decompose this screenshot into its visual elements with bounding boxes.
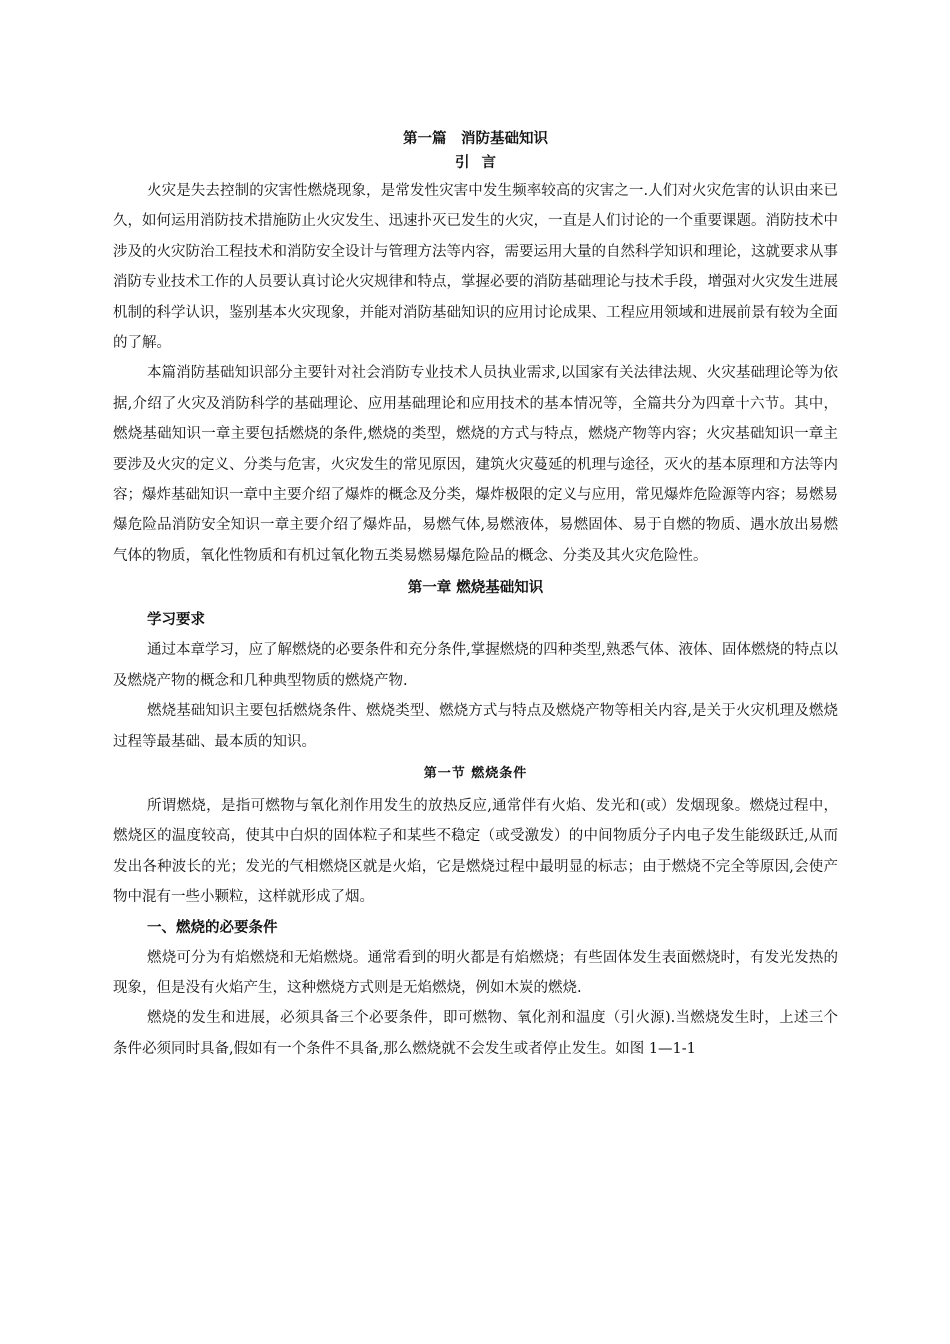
learning-paragraph-1: 通过本章学习，应了解燃烧的必要条件和充分条件,掌握燃烧的四种类型,熟悉气体、液体、固体燃烧的特点以及燃烧产物的概念和几种典型物质的燃烧产物. xyxy=(113,642,838,689)
chapter-title: 第一章 燃烧基础知识 xyxy=(407,579,544,597)
document-page xyxy=(113,128,838,1064)
intro-heading: 引言 xyxy=(455,155,508,171)
learning-heading: 学习要求 xyxy=(147,612,205,629)
subsection-title: 一、燃烧的必要条件 xyxy=(147,919,278,936)
section-title: 第一节 燃烧条件 xyxy=(423,765,528,781)
subsection-paragraph-1: 燃烧可分为有焰燃烧和无焰燃烧。通常看到的明火都是有焰燃烧；有些固体发生表面燃烧时，有发光发热的现象，但是没有火焰产生，这种燃烧方式则是无焰燃烧，例如木炭的燃烧. xyxy=(113,949,838,996)
part-title: 第一篇 消防基础知识 xyxy=(403,131,548,147)
intro-paragraph-2: 本篇消防基础知识部分主要针对社会消防专业技术人员执业需求,以国家有关法律法规、火灾基础理论等为依据,介绍了火灾及消防科学的基础理论、应用基础理论和应用技术的基本情况等，全篇共分为四章十六节。其中，燃烧基础知识一章主要包括燃烧的条件,燃烧的类型，燃烧的方式与特点，燃烧产物等内容；火灾基础知识一章主要涉及火灾的定义、分类与危害，火灾发生的常见原因，建筑火灾蔓延的机理与途径，灭火的基本原理和方法等内容；爆炸基础知识一章中主要介绍了爆炸的概念及分类，爆炸极限的定义与应用，常见爆炸危险源等内容；易燃易爆危险品消防安全知识一章主要介绍了爆炸品，易燃气体,易燃液体，易燃固体、易于自燃的物质、遇水放出易燃气体的物质，氧化性物质和有机过氧化物五类易燃易爆危险品的概念、分类及其火灾危险性。 xyxy=(113,365,838,564)
learning-paragraph-2: 燃烧基础知识主要包括燃烧条件、燃烧类型、燃烧方式与特点及燃烧产物等相关内容,是关于火灾机理及燃烧过程等最基础、最本质的知识。 xyxy=(113,703,838,750)
intro-paragraph-1: 火灾是失去控制的灾害性燃烧现象，是常发性灾害中发生频率较高的灾害之一.人们对火灾危害的认识由来已久，如何运用消防技术措施防止火灾发生、迅速扑灭已发生的火灾，一直是人们讨论的一个重要课题。消防技术中涉及的火灾防治工程技术和消防安全设计与管理方法等内容，需要运用大量的自然科学知识和理论，这就要求从事消防专业技术工作的人员要认真讨论火灾规律和特点，掌握必要的消防基础理论与技术手段，增强对火灾发生进展机制的科学认识，鉴别基本火灾现象，并能对消防基础知识的应用讨论成果、工程应用领域和进展前景有较为全面的了解。 xyxy=(113,183,838,352)
section-paragraph-1: 所谓燃烧，是指可燃物与氧化剂作用发生的放热反应,通常伴有火焰、发光和(或）发烟现象。燃烧过程中，燃烧区的温度较高，使其中白炽的固体粒子和某些不稳定（或受激发）的中间物质分子内电子发生能级跃迁,从而发出各种波长的光；发光的气相燃烧区就是火焰，它是燃烧过程中最明显的标志；由于燃烧不完全等原因,会使产物中混有一些小颗粒，这样就形成了烟。 xyxy=(113,797,838,906)
subsection-paragraph-2: 燃烧的发生和进展，必须具备三个必要条件，即可燃物、氧化剂和温度（引火源).当燃烧发生时，上述三个条件必须同时具备,假如有一个条件不具备,那么燃烧就不会发生或者停止发生。如图 1—1-1 xyxy=(113,1010,838,1057)
